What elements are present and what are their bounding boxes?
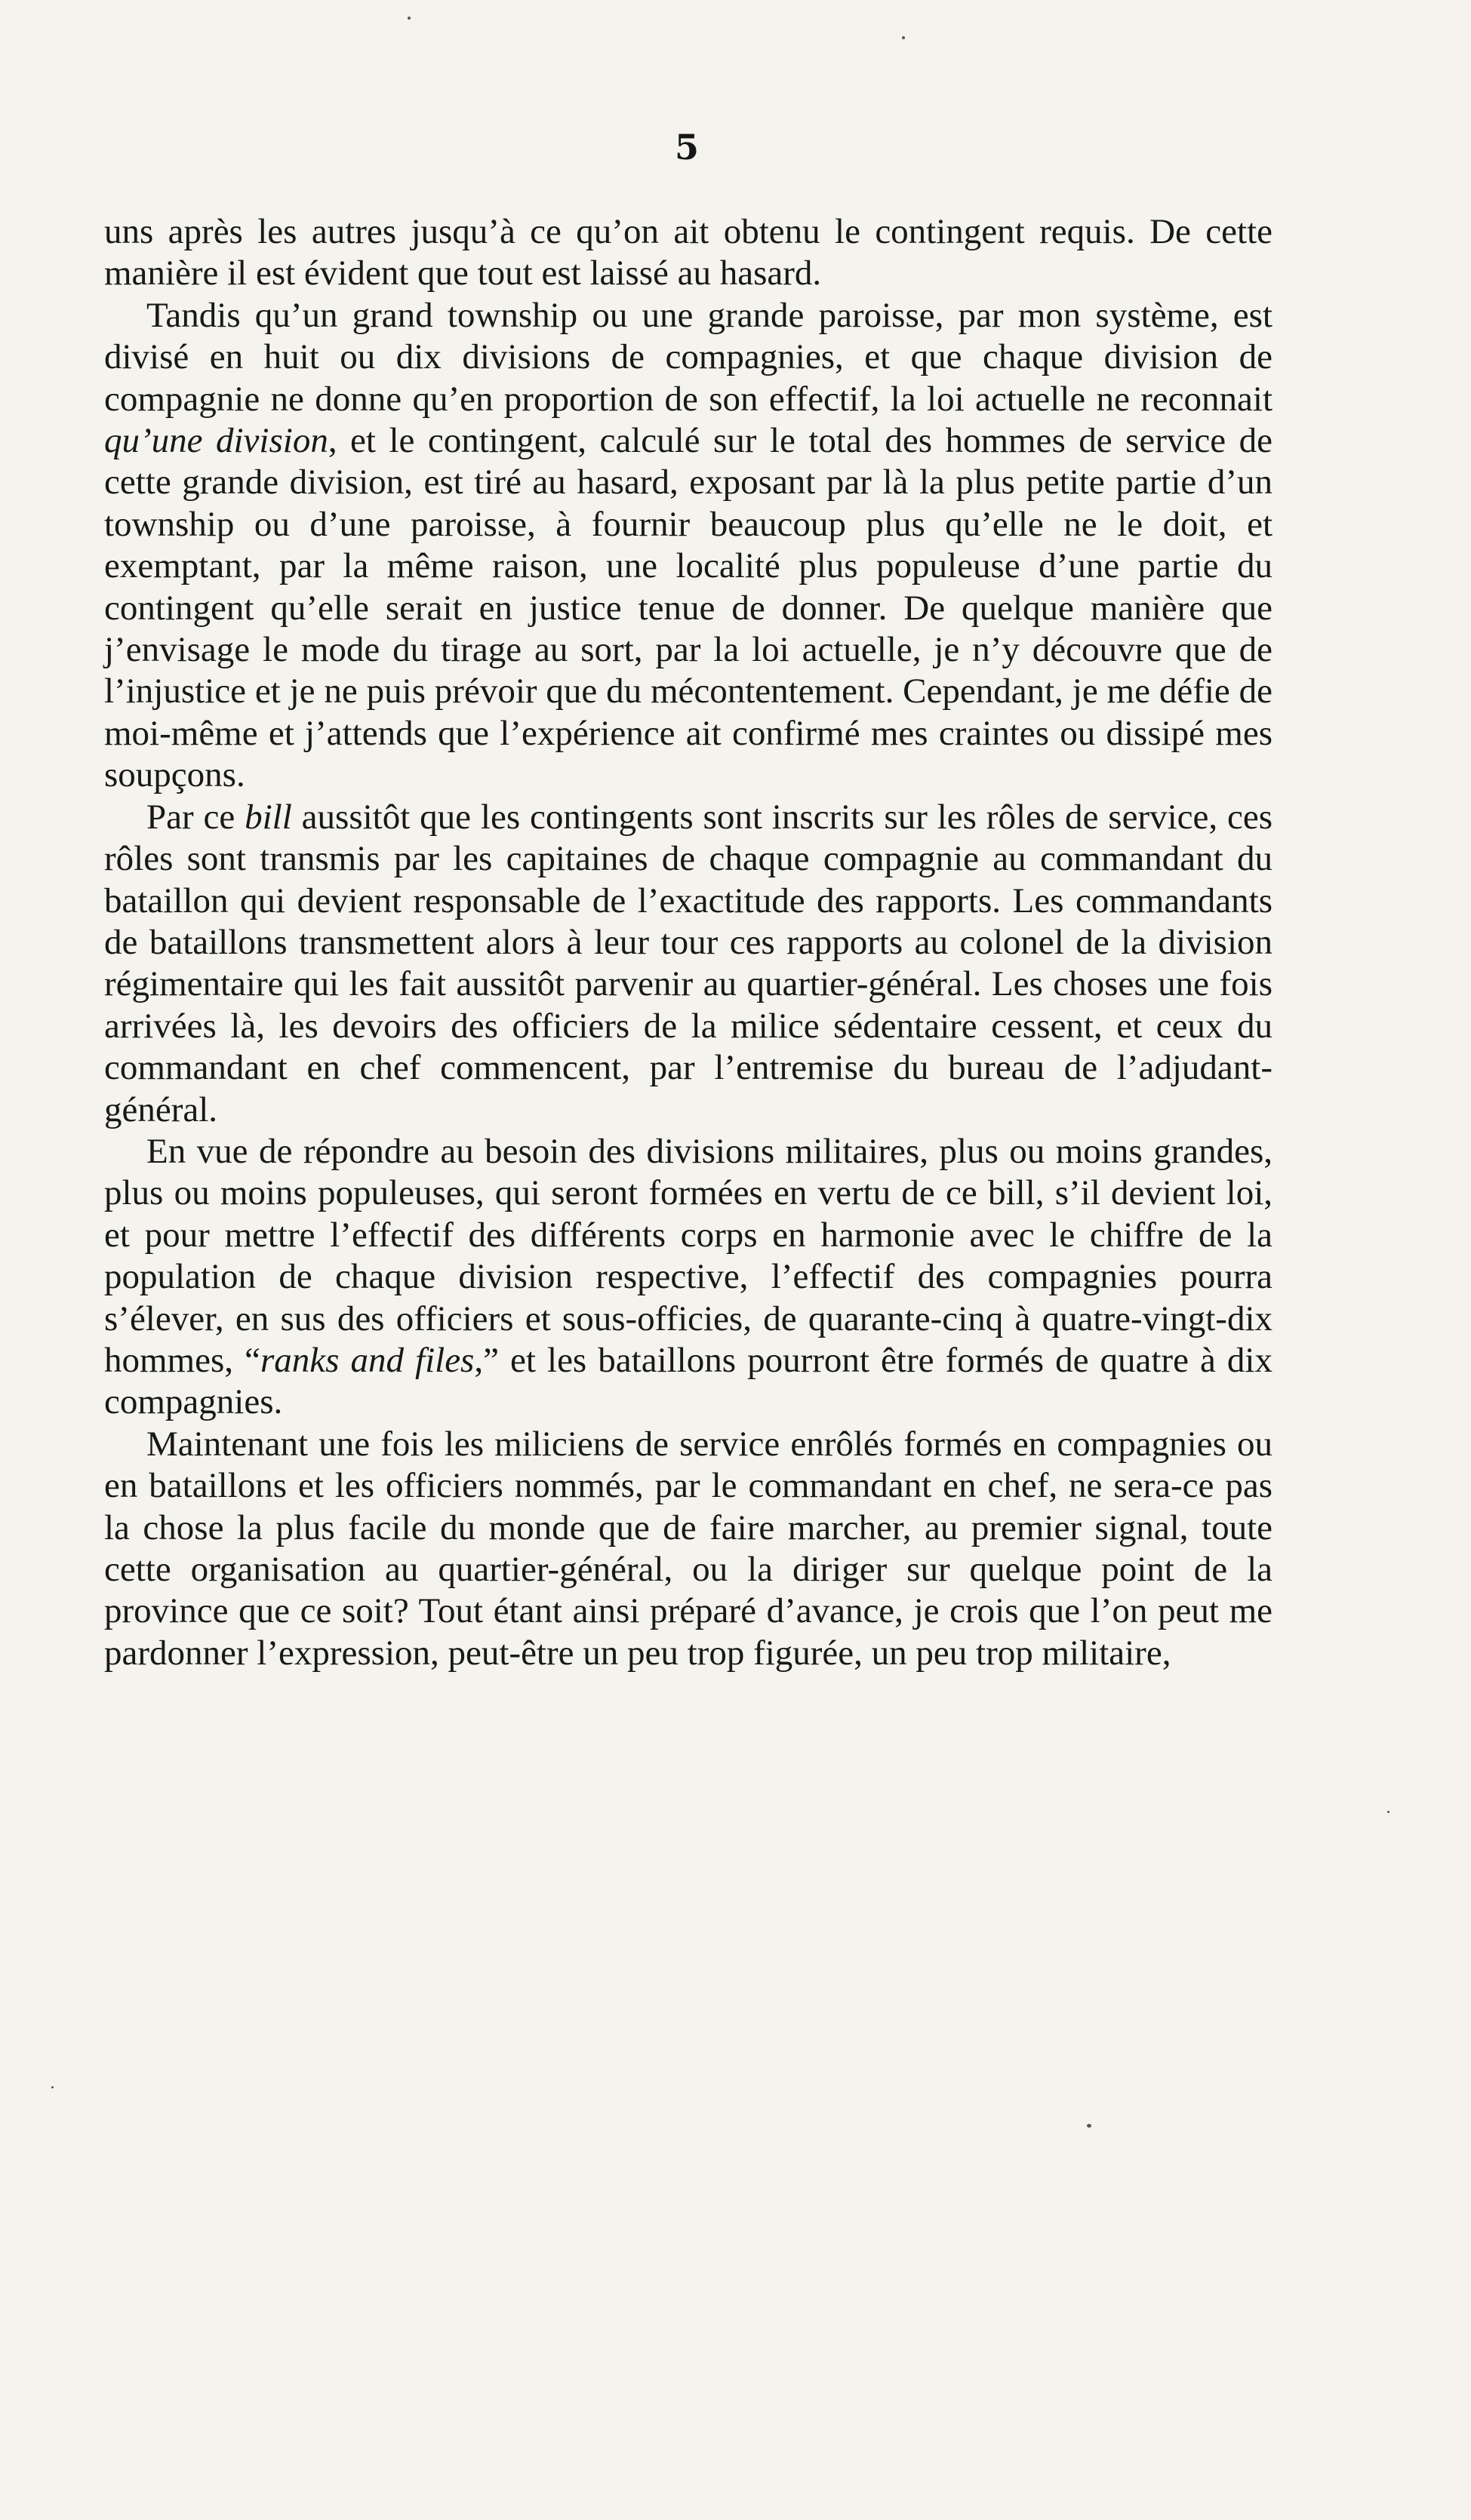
paragraph bbox=[104, 1424, 1273, 1674]
italic-text-run: qu’une division bbox=[104, 421, 328, 461]
text-run: aussitôt que les contingents sont inscrits sur les rôles de service, ces rôles sont transmis par les capitaines de chaque compagnie au commandant du bataillon qui devient responsable de l’exactitude des rapports. Les commandants de bataillons transmettent alors à leur tour ces rapports au colonel de la division régimentaire qui les fait aussitôt parvenir au quartier-général. Les choses une fois arrivées là, les devoirs des officiers de la milice sédentaire cessent, et ceux du commandant en chef commencent, par l’entremise du bureau de l’adjudant-général. bbox=[104, 797, 1273, 1129]
paragraph bbox=[104, 211, 1273, 295]
text-run: Par ce bbox=[146, 797, 245, 837]
body-text bbox=[104, 211, 1273, 1674]
italic-text-run: ranks and files bbox=[260, 1340, 475, 1380]
paragraph bbox=[104, 295, 1273, 797]
text-run: ,” et les bataillons pourront être formés de quatre à dix compagnies. bbox=[104, 1340, 1273, 1422]
paper-speck bbox=[51, 2086, 54, 2088]
italic-text-run: bill bbox=[245, 797, 292, 837]
text-run: , et le contingent, calculé sur le total des hommes de service de cette grande division, est tiré au hasard, exposant par là la plus petite partie d’un township ou d’une paroisse, à fournir beaucoup plus qu’elle ne le doit, et exemptant, par la même raison, une localité plus populeuse d’une partie du contingent qu’elle serait en justice tenue de donner. De quelque manière que j’envisage le mode du tirage au sort, par la loi actuelle, je n’y découvre que de l’injustice et je ne puis prévoir que du mécontentement. Cependant, je me défie de moi-même et j’attends que l’expérience ait confirmé mes craintes ou dissipé mes soupçons. bbox=[104, 421, 1273, 795]
paper-speck bbox=[1087, 2124, 1091, 2128]
paragraph bbox=[104, 797, 1273, 1131]
paper-speck bbox=[902, 36, 905, 39]
page-number: 5 bbox=[674, 127, 699, 167]
text-run: En vue de répondre au besoin des divisions militaires, plus ou moins grandes, plus ou moins populeuses, qui seront formées en vertu de ce bill, s’il devient loi, et pour mettre l’effectif des différents corps en harmonie avec le chiffre de la population de chaque division respective, l’effectif des compagnies pourra s’élever, en sus des officiers et sous-officies, de quarante-cinq à quatre-vingt-dix hommes, “ bbox=[104, 1131, 1273, 1380]
paper-speck bbox=[1387, 1811, 1389, 1813]
text-run: uns après les autres jusqu’à ce qu’on ait obtenu le contingent requis. De cette manière il est évident que tout est laissé au hasard. bbox=[104, 212, 1273, 293]
text-run: Maintenant une fois les miliciens de service enrôlés formés en compagnies ou en bataillons et les officiers nommés, par le commandant en chef, ne sera-ce pas la chose la plus facile du monde que de faire marcher, au premier signal, toute cette organisation au quartier-général, ou la diriger sur quelque point de la province que ce soit? Tout étant ainsi préparé d’avance, je crois que l’on peut me pardonner l’expression, peut-être un peu trop figurée, un peu trop militaire, bbox=[104, 1424, 1273, 1673]
text-run: Tandis qu’un grand township ou une grande paroisse, par mon système, est divisé en huit ou dix divisions de compagnies, et que chaque division de compagnie ne donne qu’en proportion de son effectif, la loi actuelle ne reconnait bbox=[104, 295, 1273, 419]
paper-speck bbox=[408, 17, 411, 20]
paragraph bbox=[104, 1131, 1273, 1424]
